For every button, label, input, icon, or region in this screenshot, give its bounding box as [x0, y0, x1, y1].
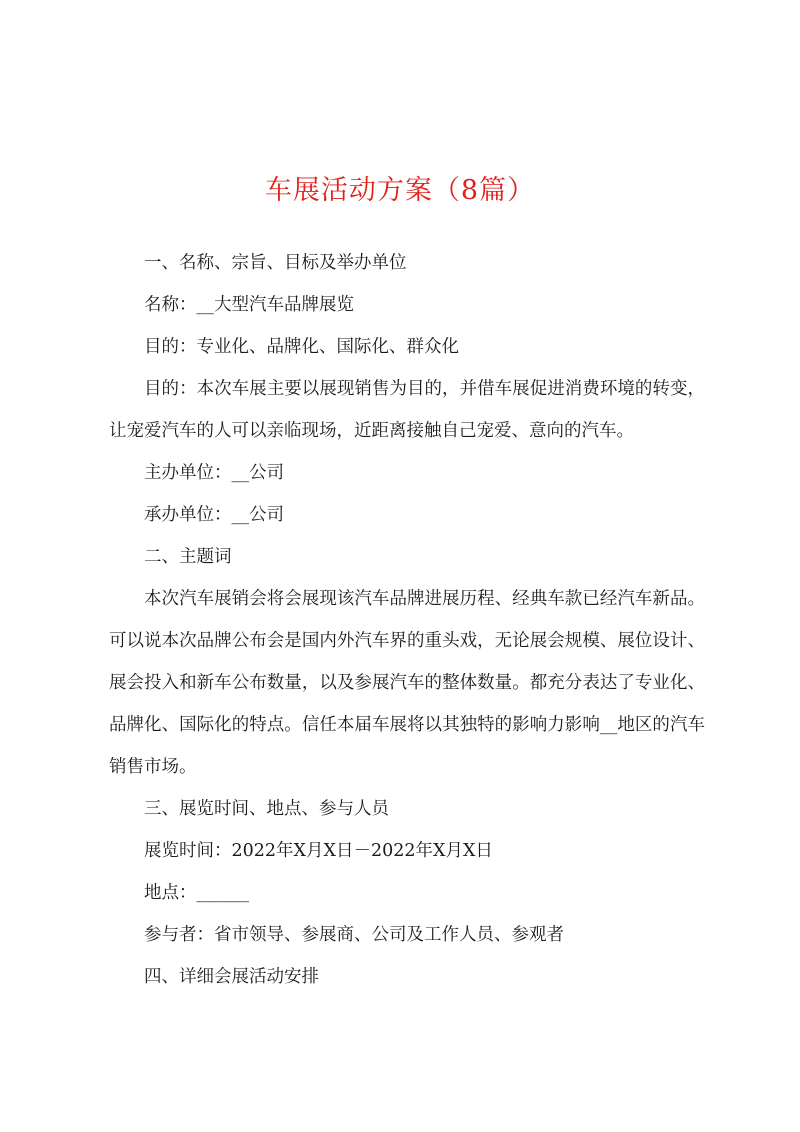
purpose-line: 目的：专业化、品牌化、国际化、群众化 — [144, 337, 459, 357]
theme-paragraph: 本次汽车展销会将会展现该汽车品牌进展历程、经典车款已经汽车新品。可以说本次品牌公布会是国内外汽车界的重头戏，无论展会规模、展位设计、展会投入和新车公布数量，以及参展汽车的整体数量。都充分表达了专业化、品牌化、国际化的特点。信任本届车展将以其独特的影响力影响__地区的汽车销售市场。 — [109, 589, 705, 777]
host-line: 主办单位：__公司 — [144, 463, 284, 483]
section-heading-4: 四、详细会展活动安排 — [144, 967, 319, 987]
document-title: 车展活动方案（8篇） — [264, 175, 536, 206]
document-body — [109, 242, 705, 998]
section-heading-1: 一、名称、宗旨、目标及举办单位 — [144, 253, 407, 273]
exhibition-time-line: 展览时间：2022年X月X日－2022年X月X日 — [144, 841, 493, 861]
purpose-paragraph: 目的：本次车展主要以展现销售为目的，并借车展促进消费环境的转变，让宠爱汽车的人可以亲临现场，近距离接触自己宠爱、意向的汽车。 — [109, 379, 705, 441]
location-line: 地点：______ — [144, 883, 249, 903]
organizer-line: 承办单位：__公司 — [144, 505, 284, 525]
section-heading-3: 三、展览时间、地点、参与人员 — [144, 799, 389, 819]
section-heading-2: 二、主题词 — [144, 547, 232, 567]
participants-line: 参与者：省市领导、参展商、公司及工作人员、参观者 — [144, 925, 564, 945]
name-line: 名称：__大型汽车品牌展览 — [144, 295, 354, 315]
